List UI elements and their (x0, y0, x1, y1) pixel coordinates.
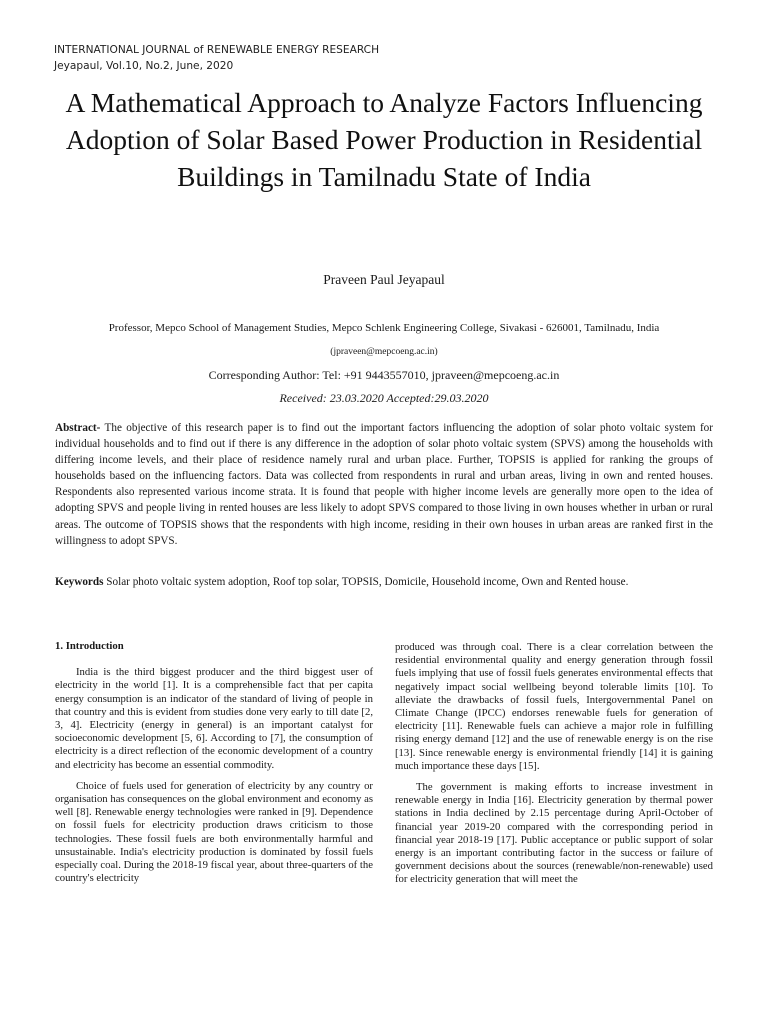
section-heading: 1. Introduction (55, 640, 124, 652)
body-paragraph: produced was through coal. There is a clear correlation between the residential environmental quality and energy generation through fossil fuels implying that use of fossil fuels generates environmental effects that negatively impact social wellbeing beyond tolerable limits [10]. To alleviate the drawbacks of fossil fuels, Intergovernmental Panel on Climate Change (IPCC) endorses renewable fuels for generation of electricity [11]. Renewable fuels can achieve a major role in fulfilling rising energy demand [12] and the use of renewable energy is on the rise [13]. Since renewable energy is environmental friendly [14] it is gaining much importance these days [15]. (395, 641, 713, 772)
keywords-text: Solar photo voltaic system adoption, Roof top solar, TOPSIS, Domicile, Household income, Own and Rented house. (103, 576, 629, 588)
abstract-text: The objective of this research paper is to find out the important factors influencing the adoption of solar photo voltaic system for individual households and to find out if there is any difference in the adoption of solar photo voltaic system (SPVS) among the households with differing income levels, and their place of residence namely rural and urban place. Further, TOPSIS is applied for ranking the groups of households based on the influencing factors. Data was collected from respondents in rural and urban areas, living in own and rented houses. Respondents also represented various income strata. It is found that people with higher income levels are generally more open to the idea of adopting SPVS and people living in rented houses are less likely to adopt SPVS compared to those living in own houses whether in urban or rural areas. The outcome of TOPSIS shows that the respondents with high income, residing in their own houses in urban areas are ranked first in the willingness to adopt SPVS. (55, 422, 713, 547)
corresponding-author: Corresponding Author: Tel: +91 9443557010, jpraveen@mepcoeng.ac.in (208, 368, 560, 382)
body-column-left (55, 640, 373, 893)
author-email: (jpraveen@mepcoeng.ac.in) (330, 347, 438, 357)
journal-header (54, 42, 379, 74)
paper-title: A Mathematical Approach to Analyze Factors Influencing Adoption of Solar Based Power Production in Residential Buildings in Tamilnadu State of India (65, 87, 703, 192)
body-paragraph: The government is making efforts to increase investment in renewable energy in India [16]. Electricity generation by thermal power stations in India declined by 2.15 percentage during April-October of financial year 2019-20 compared with the corresponding period in financial year 2018-19 [17]. Public acceptance or public support of solar energy is an important contributing factor in the success or failure of government decisions about the sources (renewable/non-renewable) used for electricity generation that will meet the (395, 781, 713, 886)
keywords (55, 574, 713, 590)
journal-citation: Jeyapaul, Vol.10, No.2, June, 2020 (54, 60, 234, 72)
body-paragraph: Choice of fuels used for generation of electricity by any country or organisation has consequences on the global environment and economy as well [8]. Renewable energy technologies were ranked in [9]. Dependence on fossil fuels for electricity production draws criticism to those technologies. These fossil fuels are both environmentally harmful and unsustainable. India's electricity production is dominated by fossil fuels especially coal. During the 2018-19 fiscal year, about three-quarters of the country's electricity (55, 779, 373, 885)
author-affiliation: Professor, Mepco School of Management Studies, Mepco Schlenk Engineering College, Sivakasi - 626001, Tamilnadu, India (108, 322, 660, 334)
abstract (55, 420, 713, 549)
received-accepted-dates: Received: 23.03.2020 Accepted:29.03.2020 (279, 391, 489, 405)
body-column-right (395, 641, 713, 895)
author-name: Praveen Paul Jeyapaul (323, 272, 445, 287)
body-paragraph: India is the third biggest producer and the third biggest user of electricity in the world [1]. It is a comprehensible fact that per capita energy consumption is an indicator of the standard of living of people in that country and this is evident from studies done very early to till date [2, 3, 4]. Electricity (energy in general) is an important catalyst for socioeconomic development [5, 6]. According to [7], the consumption of electricity is a direct reflection of the economic development of a country and electricity has become an essential commodity. (55, 666, 373, 771)
abstract-label: Abstract- (55, 422, 101, 434)
keywords-label: Keywords (55, 576, 104, 588)
journal-name: INTERNATIONAL JOURNAL of RENEWABLE ENERGY RESEARCH (54, 44, 380, 56)
